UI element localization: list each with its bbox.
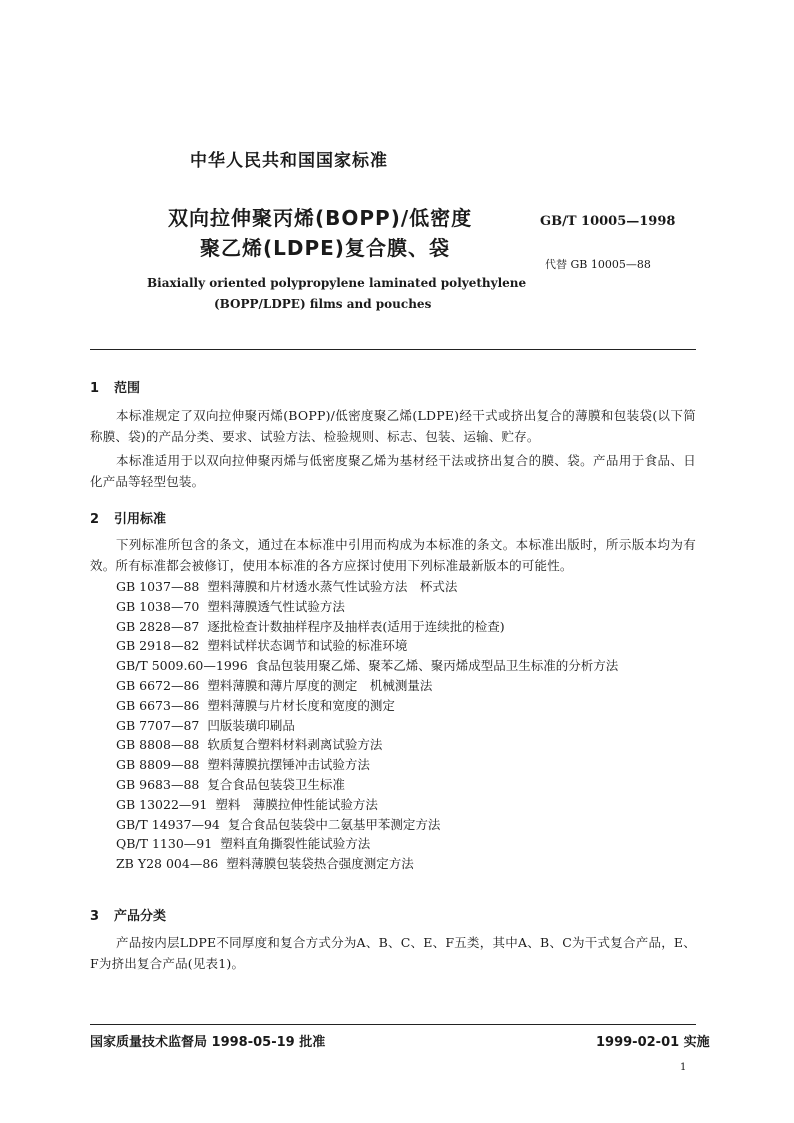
reference-item	[116, 696, 618, 716]
reference-code: GB 8809—88	[116, 757, 200, 773]
reference-code: GB 6672—86	[116, 677, 200, 693]
scope-paragraph-1: 本标准规定了双向拉伸聚丙烯(BOPP)/低密度聚乙烯(LDPE)经干式或挤出复合的薄膜和包装袋(以下简称膜、袋)的产品分类、要求、试验方法、检验规则、标志、包装、运输、贮存。	[90, 408, 696, 444]
reference-list	[116, 577, 618, 874]
references-intro: 下列标准所包含的条文，通过在本标准中引用而构成为本标准的条文。本标准出版时，所示版本均为有效。所有标准都会被修订，使用本标准的各方应探讨使用下列标准最新版本的可能性。	[90, 537, 696, 573]
scope-paragraph-2: 本标准适用于以双向拉伸聚丙烯与低密度聚乙烯为基材经干法或挤出复合的膜、袋。产品用于食品、日化产品等轻型包装。	[90, 453, 696, 489]
reference-item	[116, 597, 618, 617]
reference-item	[116, 854, 618, 874]
standard-number: GB/T 10005—1998	[540, 214, 676, 229]
reference-title: 凹版装璜印刷品	[207, 717, 295, 733]
section-number: 3	[90, 909, 100, 924]
section-title: 范围	[114, 381, 141, 396]
reference-title: 塑料薄膜包装袋热合强度测定方法	[226, 856, 414, 872]
reference-title: 塑料薄膜透气性试验方法	[207, 598, 345, 614]
section-number: 1	[90, 381, 100, 396]
page-number: 1	[680, 1062, 687, 1073]
reference-code: GB 7707—87	[116, 717, 200, 733]
reference-item	[116, 815, 618, 835]
section-heading-classification	[90, 905, 166, 924]
english-title-line1: Biaxially oriented polypropylene laminated polyethylene	[147, 276, 527, 290]
reference-item	[116, 656, 618, 676]
reference-code: GB/T 14937—94	[116, 816, 220, 832]
reference-code: GB 13022—91	[116, 796, 208, 812]
reference-item	[116, 735, 618, 755]
reference-code: GB 1038—70	[116, 598, 200, 614]
reference-item	[116, 617, 618, 637]
reference-code: GB 8808—88	[116, 737, 200, 753]
replaces-standard: 代替 GB 10005—88	[545, 258, 651, 271]
reference-code: ZB Y28 004—86	[116, 856, 219, 872]
reference-item	[116, 795, 618, 815]
chinese-title-line1: 双向拉伸聚丙烯(BOPP)/低密度	[168, 206, 473, 230]
reference-code: GB 9683—88	[116, 776, 200, 792]
top-divider	[90, 349, 696, 350]
implementation-date: 1999-02-01 实施	[596, 1035, 710, 1050]
section-title: 产品分类	[114, 909, 167, 924]
reference-item	[116, 755, 618, 775]
reference-item	[116, 775, 618, 795]
reference-code: GB 2918—82	[116, 638, 200, 654]
reference-title: 塑料薄膜和片材透水蒸气性试验方法 杯式法	[207, 579, 458, 594]
reference-code: QB/T 1130—91	[116, 836, 213, 852]
reference-code: GB 6673—86	[116, 697, 200, 713]
reference-title: 逐批检查计数抽样程序及抽样表(适用于连续批的检查)	[207, 618, 505, 634]
section-title: 引用标准	[114, 512, 167, 527]
bottom-divider	[90, 1024, 696, 1025]
reference-item	[116, 834, 618, 854]
national-standard-heading: 中华人民共和国国家标准	[190, 151, 388, 171]
approval-line: 国家质量技术监督局 1998-05-19 批准	[90, 1035, 326, 1050]
section-number: 2	[90, 512, 100, 527]
reference-item	[116, 716, 618, 736]
reference-title: 软质复合塑料材料剥离试验方法	[207, 737, 383, 753]
reference-item	[116, 676, 618, 696]
reference-item	[116, 636, 618, 656]
reference-code: GB/T 5009.60—1996	[116, 658, 248, 674]
reference-title: 塑料薄膜与片材长度和宽度的测定	[207, 697, 395, 713]
reference-code: GB 1037—88	[116, 579, 200, 594]
reference-title: 塑料试样状态调节和试验的标准环境	[207, 638, 408, 654]
english-title-line2: (BOPP/LDPE) films and pouches	[214, 297, 432, 311]
reference-code: GB 2828—87	[116, 618, 200, 634]
reference-title: 塑料薄膜抗摆锤冲击试验方法	[207, 757, 370, 773]
reference-title: 塑料薄膜和薄片厚度的测定 机械测量法	[207, 677, 433, 693]
chinese-title-line2: 聚乙烯(LDPE)复合膜、袋	[200, 236, 450, 260]
reference-title: 复合食品包装袋中二氨基甲苯测定方法	[227, 816, 441, 832]
section-heading-references	[90, 508, 166, 527]
reference-title: 塑料直角撕裂性能试验方法	[220, 836, 371, 852]
classification-paragraph: 产品按内层LDPE不同厚度和复合方式分为A、B、C、E、F五类，其中A、B、C为干式复合产品，E、F为挤出复合产品(见表1)。	[90, 935, 696, 971]
reference-title: 塑料 薄膜拉伸性能试验方法	[215, 796, 378, 812]
section-heading-scope	[90, 377, 140, 396]
reference-title: 食品包装用聚乙烯、聚苯乙烯、聚丙烯成型品卫生标准的分析方法	[255, 658, 619, 674]
reference-item	[116, 577, 618, 597]
reference-title: 复合食品包装袋卫生标准	[207, 776, 345, 792]
